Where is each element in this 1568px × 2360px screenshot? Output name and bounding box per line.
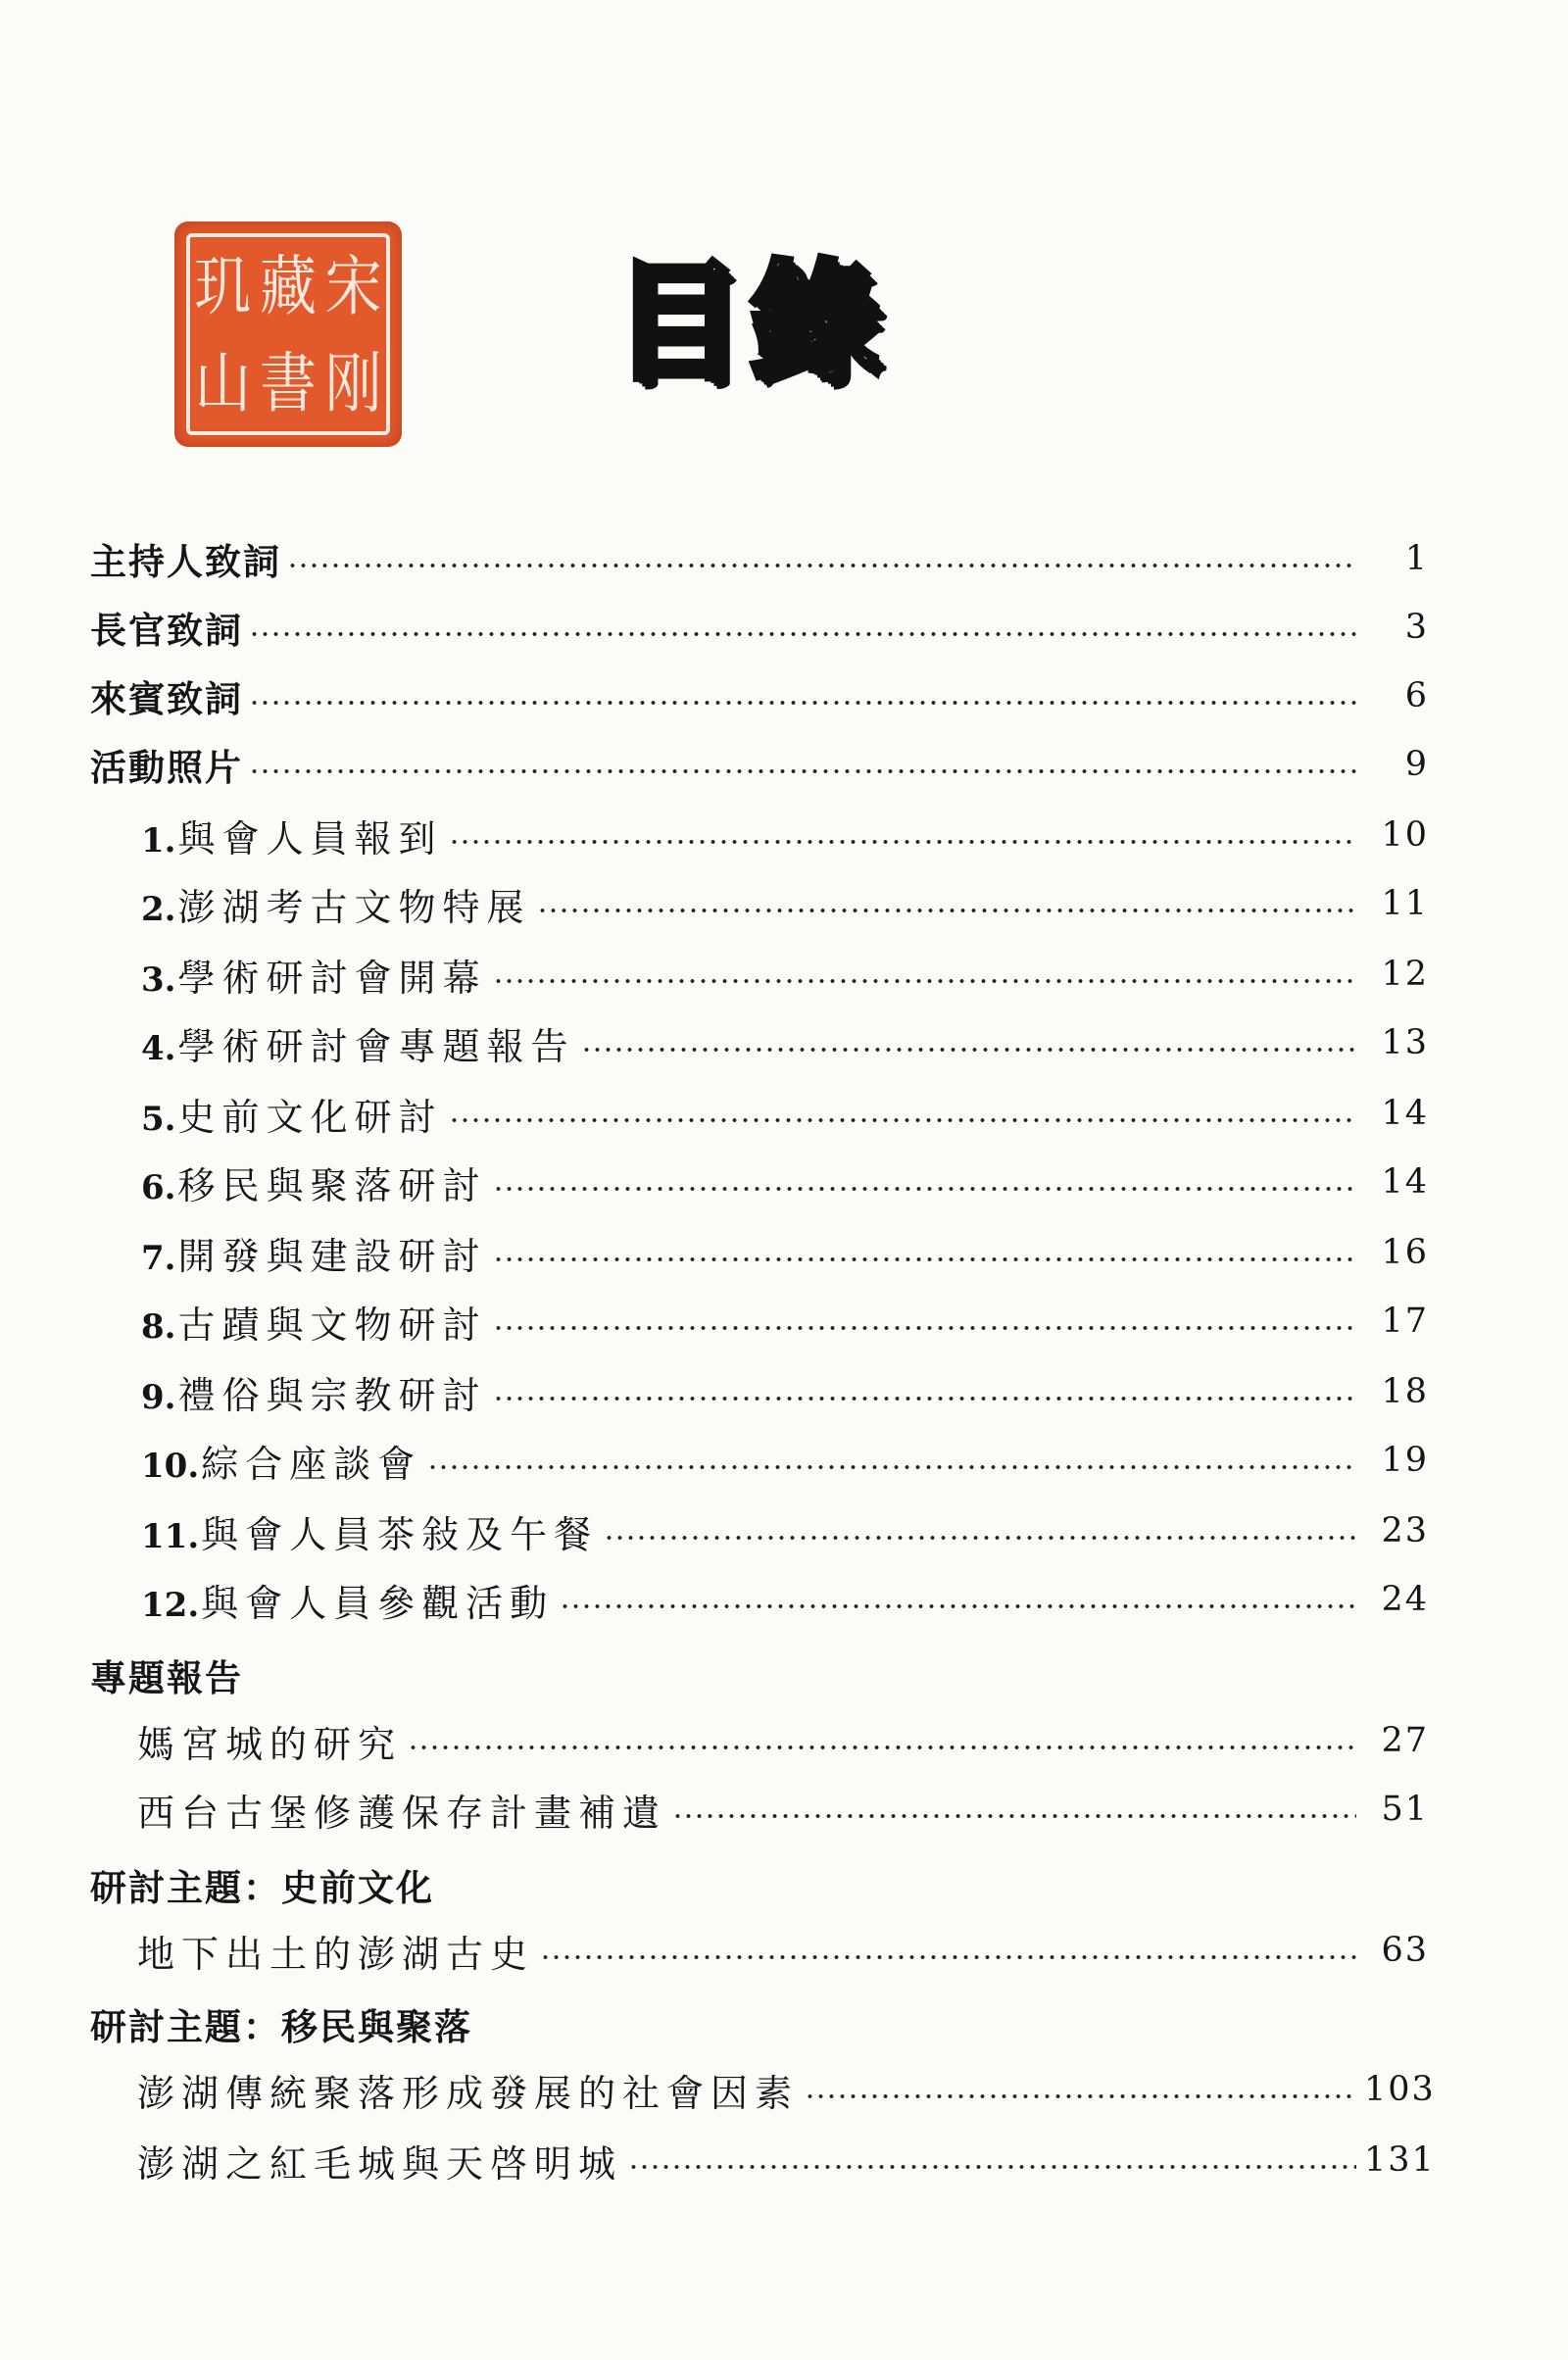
- toc-entry-number: 10.: [141, 1446, 200, 1486]
- toc-page-number: 11: [1381, 884, 1429, 923]
- toc-entry-title: [141, 1365, 487, 1419]
- toc-entry-text: 開發與建設研討: [177, 1234, 487, 1278]
- dot-leader: [249, 700, 1356, 706]
- toc-entry-number: 5.: [141, 1099, 176, 1139]
- toc-entry-title: 長官致詞: [90, 610, 243, 652]
- toc-entry-text: 與會人員茶敍及午餐: [201, 1512, 599, 1556]
- toc-entry-number: 8.: [141, 1306, 176, 1347]
- toc-page-number: 24: [1381, 1580, 1429, 1619]
- toc-entry-number: 6.: [141, 1167, 176, 1207]
- toc-entry-title: 媽宮城的研究: [137, 1722, 403, 1766]
- toc-entry-title: 主持人致詞: [90, 541, 281, 583]
- toc-entry: [137, 2137, 1436, 2186]
- toc-section-heading: 研討主題：史前文化: [90, 1867, 434, 1909]
- dot-leader: [249, 631, 1356, 637]
- toc-page-number: 16: [1381, 1233, 1429, 1272]
- toc-entry-title: [141, 1087, 443, 1141]
- dot-leader: [540, 1954, 1356, 1960]
- seal-char: 玑: [194, 247, 252, 324]
- toc-entry-title: 來賓致詞: [90, 678, 243, 720]
- toc-entry-number: 4.: [141, 1028, 176, 1068]
- toc-page-number: 27: [1381, 1721, 1429, 1760]
- seal-char: 書: [259, 344, 317, 421]
- seal-char: 宋: [324, 247, 382, 324]
- toc-entry-title: 澎湖之紅毛城與天啓明城: [137, 2141, 623, 2186]
- toc-page-number: 3: [1404, 608, 1429, 647]
- toc-page-number: 51: [1381, 1790, 1429, 1829]
- dot-leader: [560, 1603, 1356, 1609]
- toc-entry: [141, 1507, 1429, 1554]
- toc-entry-text: 學術研討會專題報告: [177, 1024, 575, 1068]
- toc-entry: [137, 1786, 1429, 1833]
- toc-entry: [90, 741, 1429, 788]
- toc-entry: [141, 1090, 1429, 1137]
- toc-entry-title: [141, 948, 487, 1002]
- toc-entry-title: [141, 1295, 487, 1349]
- toc-entry-title: [141, 877, 531, 931]
- toc-entry-title: [141, 809, 443, 862]
- dot-leader: [493, 1396, 1356, 1401]
- toc-page-number: 17: [1381, 1302, 1429, 1341]
- dot-leader: [493, 978, 1356, 984]
- toc-entry: [137, 1717, 1429, 1764]
- toc-entry-title: [141, 1434, 421, 1488]
- toc-entry: [141, 880, 1429, 927]
- toc-entry-number: 1.: [141, 820, 176, 860]
- toc-section-heading: 研討主題：移民與聚落: [90, 2006, 472, 2048]
- toc-page-number: 23: [1381, 1511, 1429, 1550]
- toc-entry: [141, 1158, 1429, 1205]
- toc-entry: [141, 1437, 1429, 1484]
- seal-char: 藏: [259, 247, 317, 324]
- toc-entry-text: 史前文化研討: [177, 1095, 443, 1139]
- dot-leader: [449, 1117, 1356, 1123]
- toc-page-number: 13: [1381, 1023, 1429, 1062]
- dot-leader: [628, 2164, 1356, 2170]
- toc-entry-text: 禮俗與宗教研討: [177, 1373, 487, 1417]
- toc-entry-text: 澎湖考古文物特展: [177, 885, 531, 929]
- toc-entry: [141, 1368, 1429, 1415]
- toc-page-number: 9: [1404, 745, 1429, 784]
- toc-entry: [141, 1298, 1429, 1345]
- toc-entry-text: 移民與聚落研討: [177, 1163, 487, 1207]
- toc-entry-title: [141, 1155, 487, 1209]
- toc-entry: [137, 1927, 1429, 1974]
- dot-leader: [604, 1535, 1356, 1541]
- toc-entry: [90, 604, 1429, 651]
- toc-entry: [141, 1229, 1429, 1276]
- toc-page-number: 14: [1381, 1162, 1429, 1202]
- toc-entry: [141, 951, 1429, 998]
- toc-entry-number: 3.: [141, 959, 176, 1000]
- toc-section-heading: 專題報告: [90, 1657, 243, 1699]
- toc-page-number: 19: [1381, 1441, 1429, 1480]
- toc-entry: [90, 672, 1429, 719]
- toc-entry-text: 古蹟與文物研討: [177, 1303, 487, 1347]
- dot-leader: [287, 563, 1356, 568]
- toc-page-number: 14: [1381, 1094, 1429, 1133]
- toc-entry-title: [141, 1504, 598, 1558]
- toc-entry: [141, 811, 1429, 859]
- dot-leader: [581, 1047, 1356, 1053]
- toc-entry-title: 西台古堡修護保存計畫補遺: [137, 1791, 667, 1835]
- dot-leader: [493, 1186, 1356, 1192]
- dot-leader: [408, 1745, 1356, 1750]
- seal-char: 山: [194, 344, 252, 421]
- toc-entry-title: [141, 1226, 487, 1280]
- toc-page-number: 12: [1381, 955, 1429, 994]
- dot-leader: [249, 768, 1356, 774]
- toc-entry-number: 11.: [141, 1516, 200, 1556]
- toc-entry-text: 學術研討會開幕: [177, 956, 487, 1000]
- toc-entry-text: 與會人員報到: [177, 816, 443, 860]
- toc-entry: [141, 1019, 1429, 1066]
- toc-page-number: 10: [1381, 815, 1429, 855]
- toc-entry-text: 與會人員參觀活動: [201, 1581, 555, 1625]
- dot-leader: [493, 1256, 1356, 1262]
- toc-entry: [137, 2066, 1436, 2115]
- toc-entry-number: 12.: [141, 1585, 200, 1625]
- toc-entry-title: [141, 1016, 575, 1070]
- dot-leader: [493, 1325, 1356, 1331]
- toc-entry: [90, 535, 1429, 582]
- toc-entry-text: 綜合座談會: [201, 1442, 422, 1486]
- dot-leader: [427, 1464, 1356, 1470]
- dot-leader: [537, 908, 1356, 913]
- dot-leader: [805, 2093, 1356, 2099]
- toc-entry-number: 7.: [141, 1238, 176, 1278]
- toc-page-number: 63: [1381, 1931, 1429, 1970]
- toc-entry-title: 地下出土的澎湖古史: [137, 1932, 535, 1976]
- toc-page-number: 131: [1364, 2140, 1436, 2180]
- toc-entry-title: 活動照片: [90, 747, 243, 789]
- seal-char: 刚: [324, 344, 382, 421]
- toc-entry-number: 2.: [141, 889, 176, 929]
- toc-entry-title: [141, 1573, 554, 1627]
- toc-page-number: 18: [1381, 1372, 1429, 1411]
- dot-leader: [672, 1813, 1356, 1819]
- toc-entry: [141, 1576, 1429, 1623]
- toc-page-number: 1: [1404, 539, 1429, 578]
- toc-entry-number: 9.: [141, 1377, 176, 1417]
- toc-entry-title: 澎湖傳統聚落形成發展的社會因素: [137, 2071, 800, 2115]
- toc-page-number: 6: [1404, 676, 1429, 715]
- page-title: 目錄: [612, 246, 887, 399]
- dot-leader: [449, 839, 1356, 845]
- toc-page-number: 103: [1364, 2070, 1436, 2109]
